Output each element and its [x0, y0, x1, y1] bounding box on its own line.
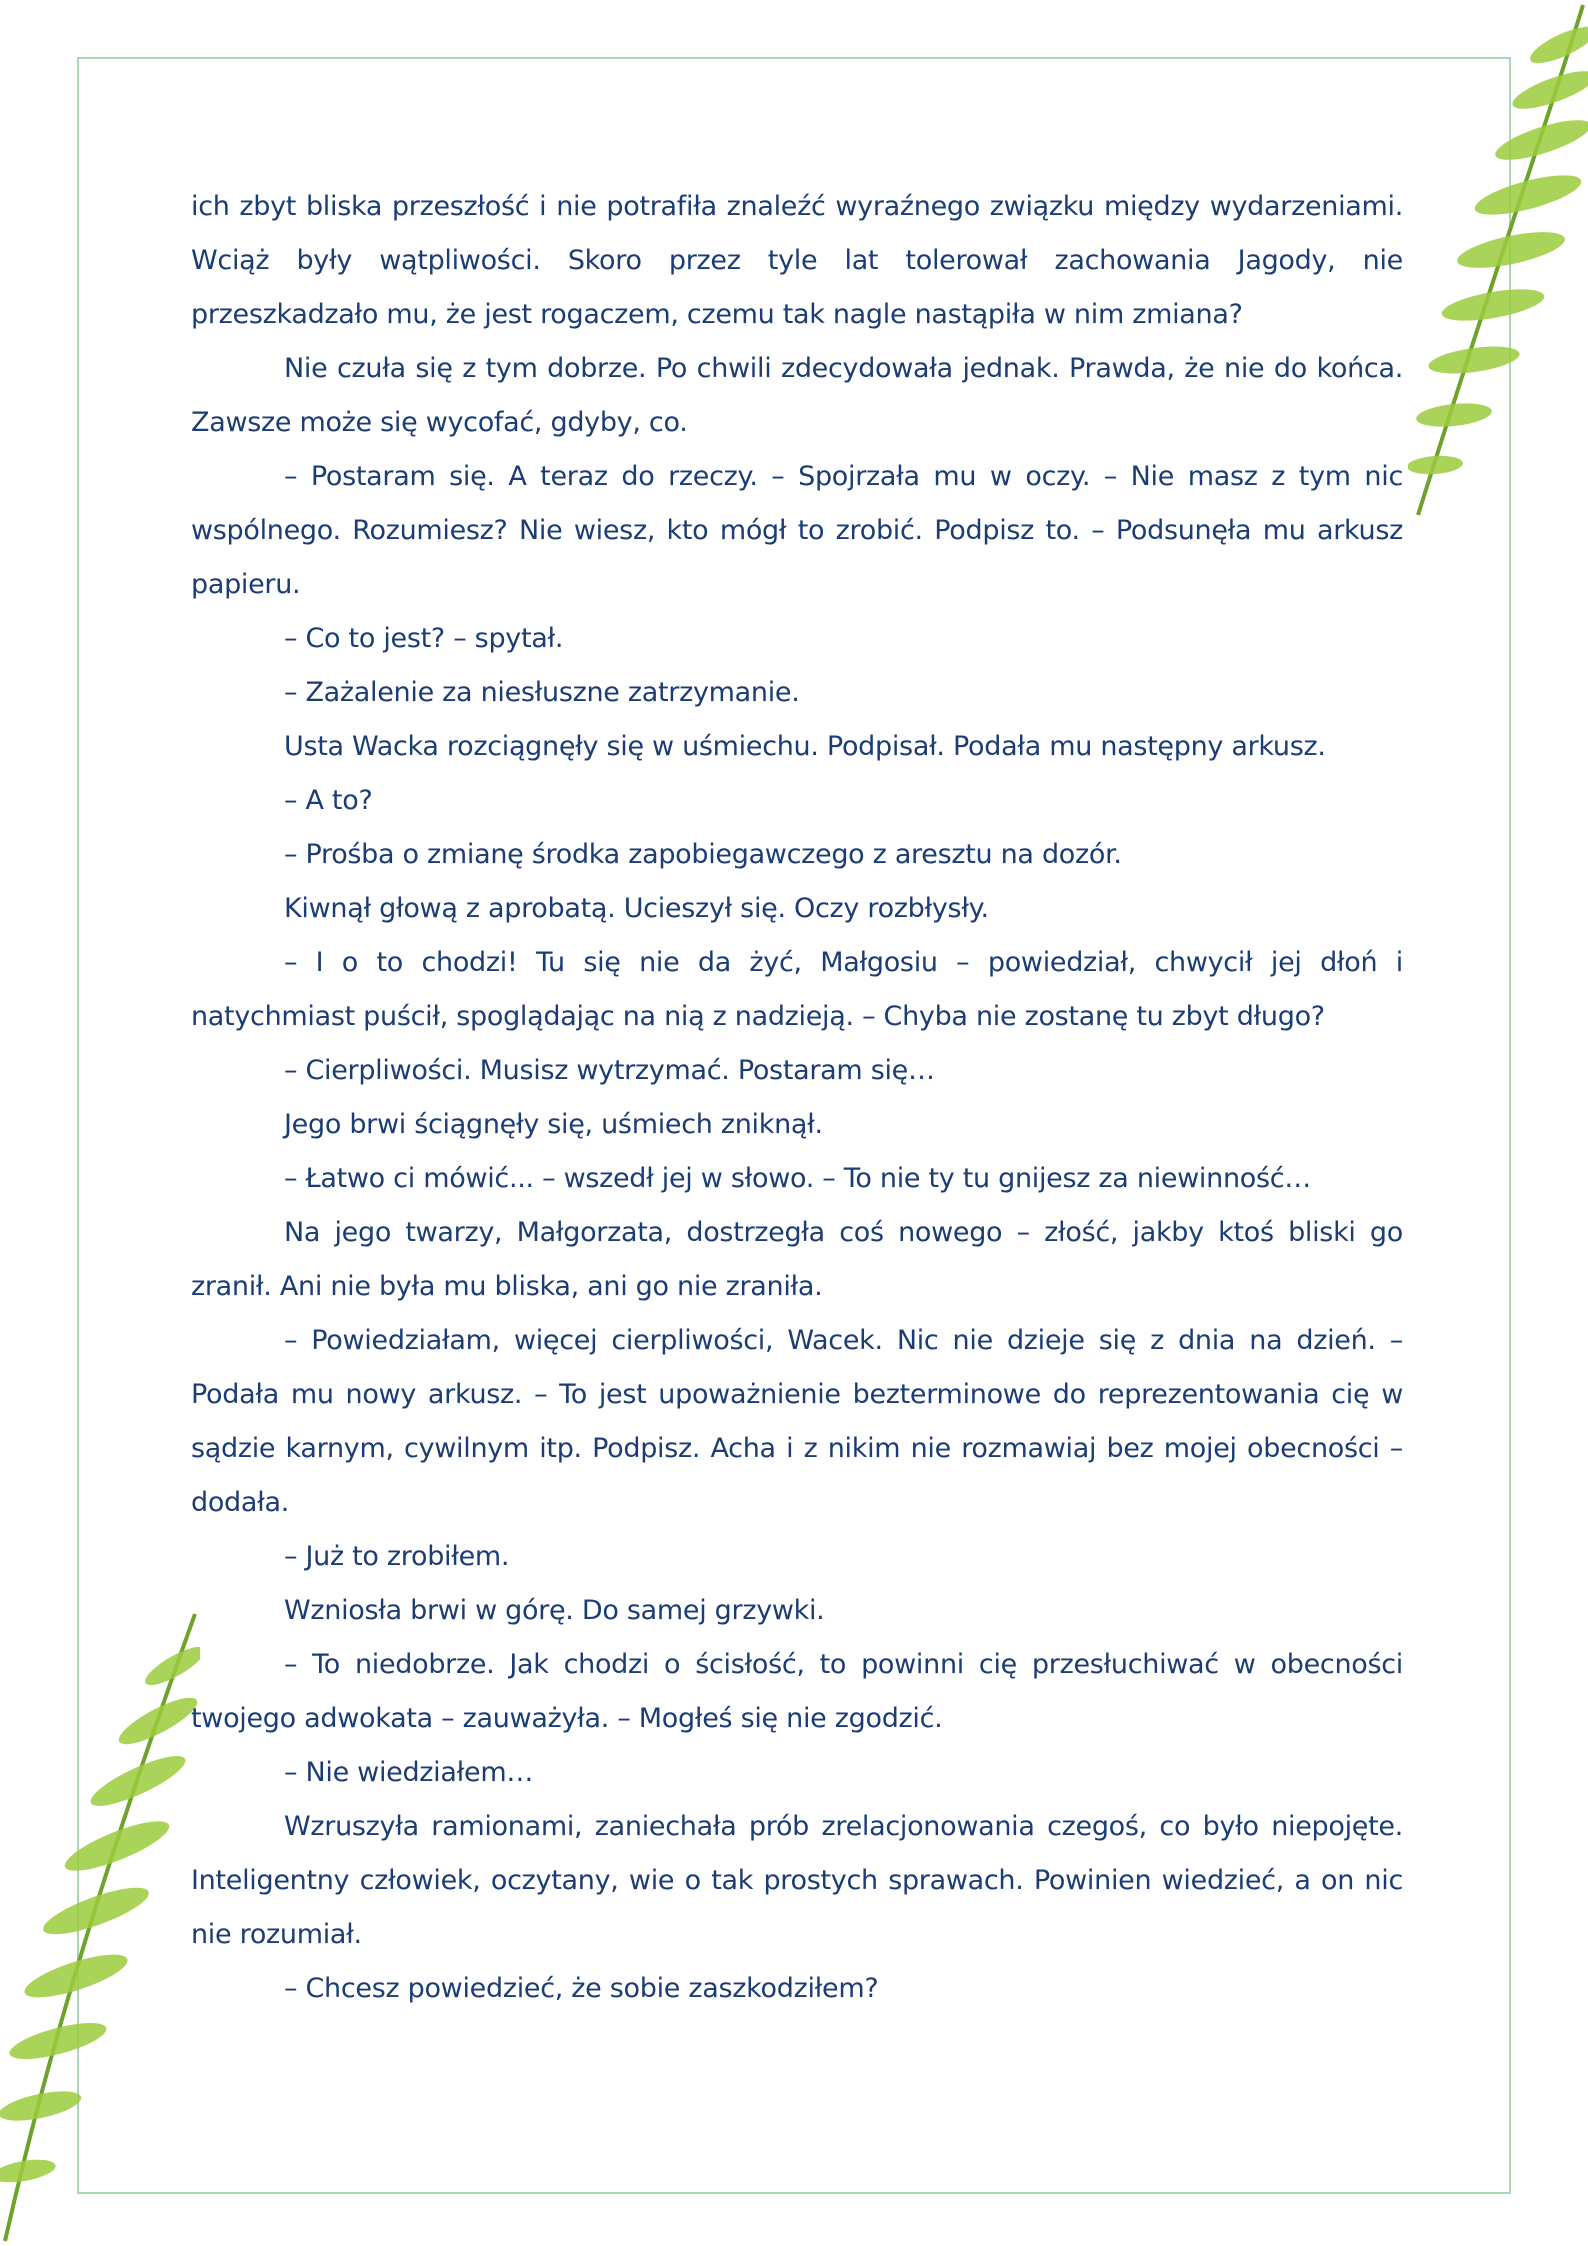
dialogue-line: – Zażalenie za niesłuszne zatrzymanie.	[284, 677, 800, 708]
dialogue-line: – To niedobrze. Jak chodzi o ścisłość, to powinni cię przesłuchiwać w obecności twojego adwokata – zauważyła. – Mogłeś się nie zgodzić.	[191, 1649, 1403, 1734]
fern-leaf-top-right	[1408, 0, 1588, 520]
dialogue-line: – Postaram się. A teraz do rzeczy. – Spojrzała mu w oczy. – Nie masz z tym nic wspólnego. Rozumiesz? Nie wiesz, kto mógł to zrobić. Podpisz to. – Podsunęła mu arkusz papieru.	[191, 461, 1403, 600]
story-text	[191, 180, 1403, 2016]
dialogue-line: – Co to jest? – spytał.	[284, 623, 564, 654]
dialogue-line: – Łatwo ci mówić... – wszedł jej w słowo. – To nie ty tu gnijesz za niewinność…	[284, 1163, 1311, 1194]
dialogue-line: – Cierpliwości. Musisz wytrzymać. Postaram się…	[284, 1055, 935, 1086]
dialogue-line: – Prośba o zmianę środka zapobiegawczego z aresztu na dozór.	[284, 839, 1122, 870]
paragraph: Jego brwi ściągnęły się, uśmiech zniknął.	[284, 1109, 823, 1140]
paragraph: Wzruszyła ramionami, zaniechała prób zrelacjonowania czegoś, co było niepojęte. Inteligentny człowiek, oczytany, wie o tak prostych sprawach. Powinien wiedzieć, a on nic nie rozumiał.	[191, 1811, 1403, 1950]
dialogue-line: – Chcesz powiedzieć, że sobie zaszkodziłem?	[284, 1973, 879, 2004]
fern-leaf-bottom-left	[0, 1606, 200, 2246]
paragraph: Wzniosła brwi w górę. Do samej grzywki.	[284, 1595, 825, 1626]
dialogue-line: – I o to chodzi! Tu się nie da żyć, Małgosiu – powiedział, chwycił jej dłoń i natychmiast puścił, spoglądając na nią z nadzieją. – Chyba nie zostanę tu zbyt długo?	[191, 947, 1403, 1032]
paragraph: Nie czuła się z tym dobrze. Po chwili zdecydowała jednak. Prawda, że nie do końca. Zawsze może się wycofać, gdyby, co.	[191, 353, 1403, 438]
paragraph: Kiwnął głową z aprobatą. Ucieszył się. Oczy rozbłysły.	[284, 893, 989, 924]
dialogue-line: – Powiedziałam, więcej cierpliwości, Wacek. Nic nie dzieje się z dnia na dzień. – Podała mu nowy arkusz. – To jest upoważnienie bezterminowe do reprezentowania cię w sądzie karnym, cywilnym itp. Podpisz. Acha i z nikim nie rozmawiaj bez mojej obecności – dodała.	[191, 1325, 1403, 1518]
paragraph: ich zbyt bliska przeszłość i nie potrafiła znaleźć wyraźnego związku między wydarzeniami. Wciąż były wątpliwości. Skoro przez tyle lat tolerował zachowania Jagody, nie przeszkadzało mu, że jest rogaczem, czemu tak nagle nastąpiła w nim zmiana?	[191, 191, 1403, 330]
dialogue-line: – Już to zrobiłem.	[284, 1541, 510, 1572]
dialogue-line: – Nie wiedziałem…	[284, 1757, 534, 1788]
paragraph: Na jego twarzy, Małgorzata, dostrzegła coś nowego – złość, jakby ktoś bliski go zranił. Ani nie była mu bliska, ani go nie zraniła.	[191, 1217, 1403, 1302]
paragraph: Usta Wacka rozciągnęły się w uśmiechu. Podpisał. Podała mu następny arkusz.	[284, 731, 1326, 762]
dialogue-line: – A to?	[284, 785, 373, 816]
